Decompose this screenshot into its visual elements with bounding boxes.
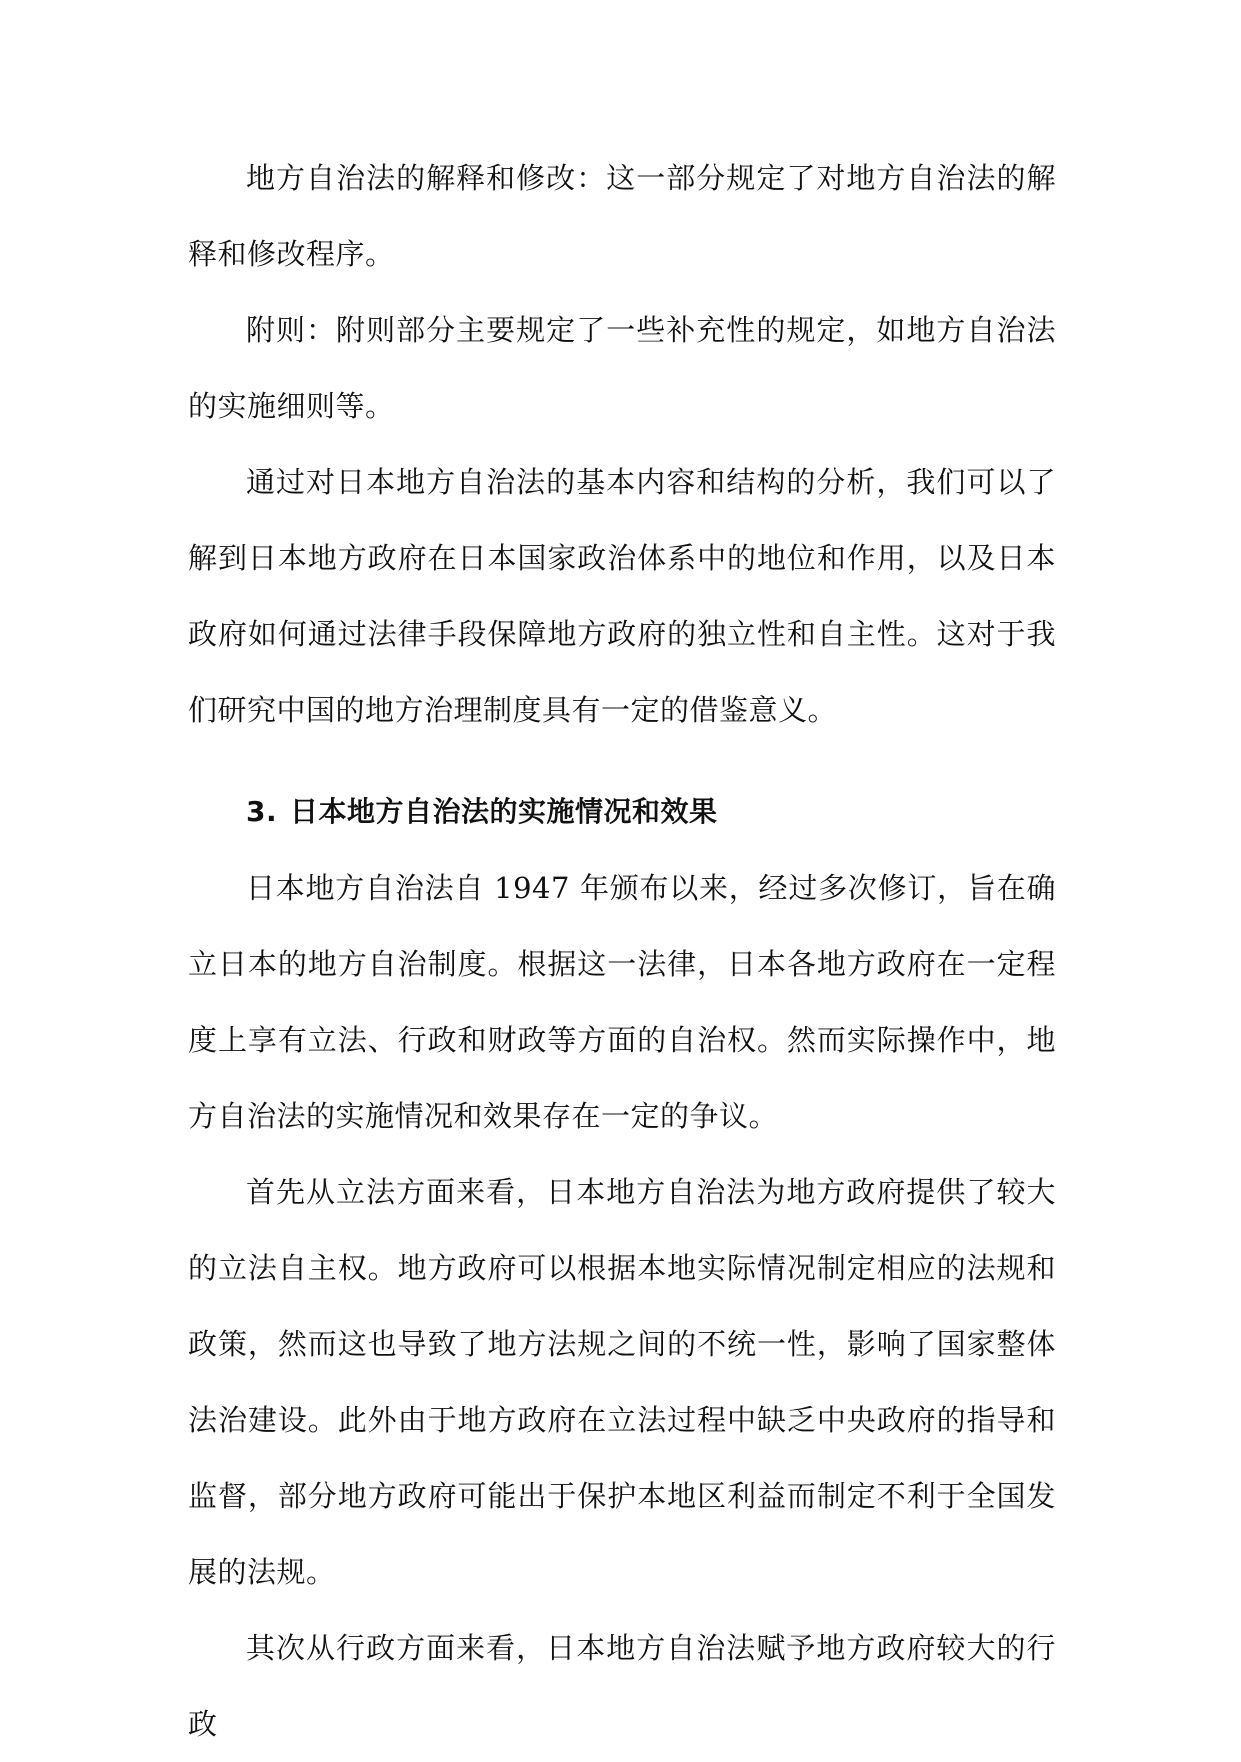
section-number: 3. [246, 795, 278, 828]
paragraph-interpretation-amendment: 地方自治法的解释和修改：这一部分规定了对地方自治法的解释和修改程序。 [188, 161, 1056, 271]
paragraph-legislative-aspect: 首先从立法方面来看，日本地方自治法为地方政府提供了较大的立法自主权。地方政府可以根据本地实际情况制定相应的法规和政策，然而这也导致了地方法规之间的不统一性，影响了国家整体法治建设。此外由于地方政府在立法过程中缺乏中央政府的指导和监督，部分地方政府可能出于保护本地区利益而制定不利于全国发展的法规。 [188, 1175, 1056, 1589]
document-body [188, 140, 1056, 1762]
section-title: 日本地方自治法的实施情况和效果 [290, 795, 718, 828]
paragraph-supplementary-provisions: 附则：附则部分主要规定了一些补充性的规定，如地方自治法的实施细则等。 [188, 313, 1056, 423]
paragraph-administrative-aspect: 其次从行政方面来看，日本地方自治法赋予地方政府较大的行政 [188, 1631, 1056, 1741]
paragraph-implementation-overview: 日本地方自治法自 1947 年颁布以来，经过多次修订，旨在确立日本的地方自治制度。根据这一法律，日本各地方政府在一定程度上享有立法、行政和财政等方面的自治权。然而实际操作中，地方自治法的实施情况和效果存在一定的争议。 [188, 871, 1056, 1133]
section-heading [188, 774, 1056, 850]
paragraph-analysis-summary: 通过对日本地方自治法的基本内容和结构的分析，我们可以了解到日本地方政府在日本国家政治体系中的地位和作用，以及日本政府如何通过法律手段保障地方政府的独立性和自主性。这对于我们研究中国的地方治理制度具有一定的借鉴意义。 [188, 465, 1056, 727]
